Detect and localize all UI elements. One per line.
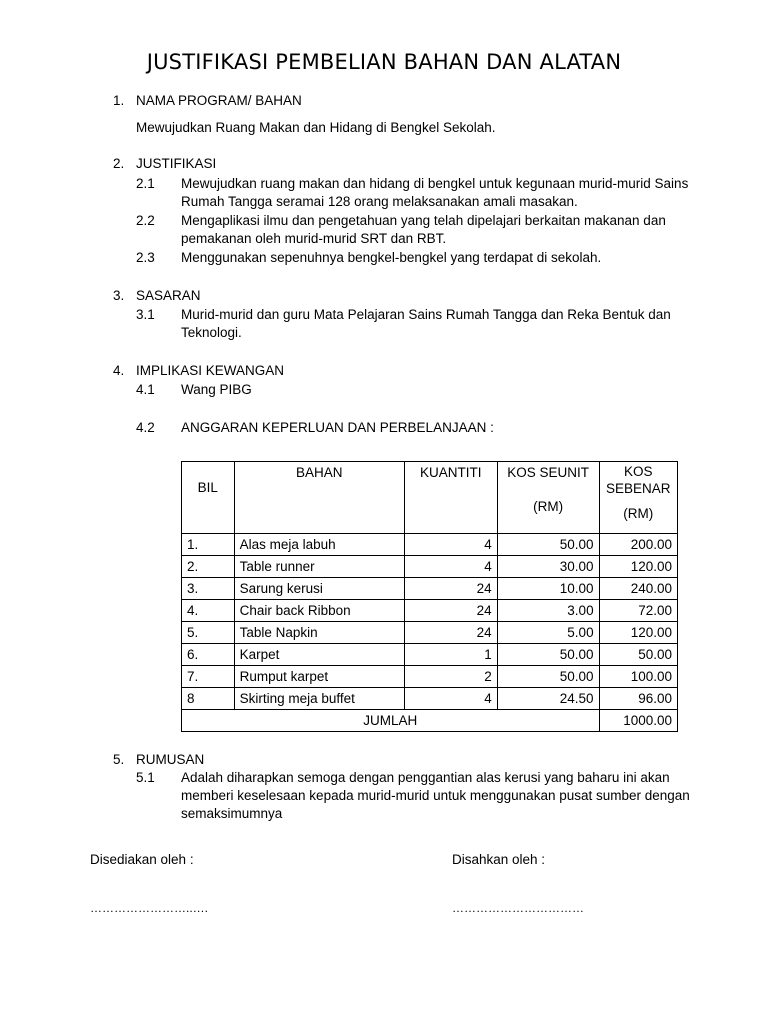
item-2-3-number: 2.3 xyxy=(136,250,155,265)
row-kos-sebenar: 96.00 xyxy=(599,688,677,710)
row-kuantiti: 2 xyxy=(404,666,497,688)
table-row xyxy=(182,666,678,688)
header-kos-seunit-label: KOS SEUNIT xyxy=(507,465,590,480)
approved-by-signature-line: …………………………… xyxy=(452,901,584,915)
document-title: JUSTIFIKASI PEMBELIAN BAHAN DAN ALATAN xyxy=(146,50,622,74)
section-5-heading: RUMUSAN xyxy=(136,752,205,767)
prepared-by-label: Disediakan oleh : xyxy=(90,852,194,867)
row-bil: 7. xyxy=(182,666,235,688)
table-total-row xyxy=(182,710,678,732)
row-bahan: Alas meja labuh xyxy=(234,534,404,556)
total-label: JUMLAH xyxy=(182,710,600,732)
row-bahan: Chair back Ribbon xyxy=(234,600,404,622)
row-kos-sebenar: 240.00 xyxy=(599,578,677,600)
row-kos-seunit: 10.00 xyxy=(497,578,599,600)
item-3-1-number: 3.1 xyxy=(136,307,155,322)
table-row xyxy=(182,578,678,600)
section-1-heading: NAMA PROGRAM/ BAHAN xyxy=(136,93,302,108)
table-row xyxy=(182,556,678,578)
item-2-1-text: Mewujudkan ruang makan dan hidang di bengkel untuk kegunaan murid-murid Sains Rumah Tangga seramai 128 orang melaksanakan amali masakan. xyxy=(181,176,689,209)
row-kos-sebenar: 100.00 xyxy=(599,666,677,688)
row-bahan: Skirting meja buffet xyxy=(234,688,404,710)
row-bahan: Rumput karpet xyxy=(234,666,404,688)
header-kos-seunit-unit: (RM) xyxy=(533,499,564,514)
header-bil-label: BIL xyxy=(197,480,218,495)
row-kuantiti: 1 xyxy=(404,644,497,666)
row-bahan: Karpet xyxy=(234,644,404,666)
row-kuantiti: 4 xyxy=(404,688,497,710)
item-2-2-number: 2.2 xyxy=(136,213,155,228)
item-4-2-number: 4.2 xyxy=(136,420,155,435)
header-kos-sebenar-label: KOS SEBENAR xyxy=(606,464,671,496)
budget-table xyxy=(181,461,678,732)
row-kuantiti: 4 xyxy=(404,534,497,556)
row-kos-sebenar: 200.00 xyxy=(599,534,677,556)
row-bahan: Table runner xyxy=(234,556,404,578)
section-4-heading: IMPLIKASI KEWANGAN xyxy=(136,363,285,378)
row-bil: 6. xyxy=(182,644,235,666)
approved-by-label: Disahkan oleh : xyxy=(452,852,546,867)
row-bahan: Table Napkin xyxy=(234,622,404,644)
row-bil: 5. xyxy=(182,622,235,644)
item-2-2-text: Mengaplikasi ilmu dan pengetahuan yang telah dipelajari berkaitan makanan dan pemakanan oleh murid-murid SRT dan RBT. xyxy=(181,213,666,246)
row-kuantiti: 24 xyxy=(404,622,497,644)
row-kos-sebenar: 120.00 xyxy=(599,556,677,578)
header-kos-sebenar-unit: (RM) xyxy=(623,506,654,521)
row-bil: 2. xyxy=(182,556,235,578)
row-kos-seunit: 24.50 xyxy=(497,688,599,710)
prepared-by-signature-line: ……………………..…. xyxy=(90,901,209,915)
row-bil: 3. xyxy=(182,578,235,600)
item-5-1-number: 5.1 xyxy=(136,770,155,785)
table-row xyxy=(182,644,678,666)
row-kos-seunit: 3.00 xyxy=(497,600,599,622)
header-bil xyxy=(182,462,235,534)
item-4-2-text: ANGGARAN KEPERLUAN DAN PERBELANJAAN : xyxy=(181,420,494,435)
section-2-heading: JUSTIFIKASI xyxy=(136,156,217,171)
row-kuantiti: 24 xyxy=(404,578,497,600)
row-kuantiti: 24 xyxy=(404,600,497,622)
total-value: 1000.00 xyxy=(599,710,677,732)
row-kos-seunit: 5.00 xyxy=(497,622,599,644)
header-bahan-label: BAHAN xyxy=(295,465,343,480)
section-3-heading: SASARAN xyxy=(136,288,201,303)
item-2-3-text: Menggunakan sepenuhnya bengkel-bengkel yang terdapat di sekolah. xyxy=(181,250,602,265)
section-1-number: 1. xyxy=(113,93,125,108)
row-kuantiti: 4 xyxy=(404,556,497,578)
section-4-number: 4. xyxy=(113,363,125,378)
row-kos-seunit: 50.00 xyxy=(497,666,599,688)
row-kos-sebenar: 50.00 xyxy=(599,644,677,666)
table-header-row xyxy=(182,462,678,534)
item-4-1-number: 4.1 xyxy=(136,382,155,397)
header-bahan xyxy=(234,462,404,534)
row-kos-sebenar: 72.00 xyxy=(599,600,677,622)
table-row xyxy=(182,534,678,556)
section-2-number: 2. xyxy=(113,156,125,171)
row-bil: 4. xyxy=(182,600,235,622)
header-kos-sebenar xyxy=(599,462,677,534)
section-5-number: 5. xyxy=(113,752,125,767)
row-bil: 8 xyxy=(182,688,235,710)
header-kuantiti xyxy=(404,462,497,534)
row-bil: 1. xyxy=(182,534,235,556)
row-kos-seunit: 50.00 xyxy=(497,534,599,556)
table-row xyxy=(182,622,678,644)
item-3-1-text: Murid-murid dan guru Mata Pelajaran Sains Rumah Tangga dan Reka Bentuk dan Teknologi. xyxy=(181,307,671,340)
section-3-number: 3. xyxy=(113,288,125,303)
section-1-text: Mewujudkan Ruang Makan dan Hidang di Bengkel Sekolah. xyxy=(136,120,496,135)
header-kuantiti-label: KUANTITI xyxy=(419,465,482,480)
item-2-1-number: 2.1 xyxy=(136,176,155,191)
row-kos-seunit: 30.00 xyxy=(497,556,599,578)
row-kos-seunit: 50.00 xyxy=(497,644,599,666)
item-5-1-text: Adalah diharapkan semoga dengan penggantian alas kerusi yang baharu ini akan memberi keselesaan kepada murid-murid untuk menggunakan pusat sumber dengan semaksimumnya xyxy=(181,770,690,821)
row-kos-sebenar: 120.00 xyxy=(599,622,677,644)
row-bahan: Sarung kerusi xyxy=(234,578,404,600)
header-kos-seunit xyxy=(497,462,599,534)
item-4-1-text: Wang PIBG xyxy=(181,382,252,397)
table-row xyxy=(182,600,678,622)
table-row xyxy=(182,688,678,710)
